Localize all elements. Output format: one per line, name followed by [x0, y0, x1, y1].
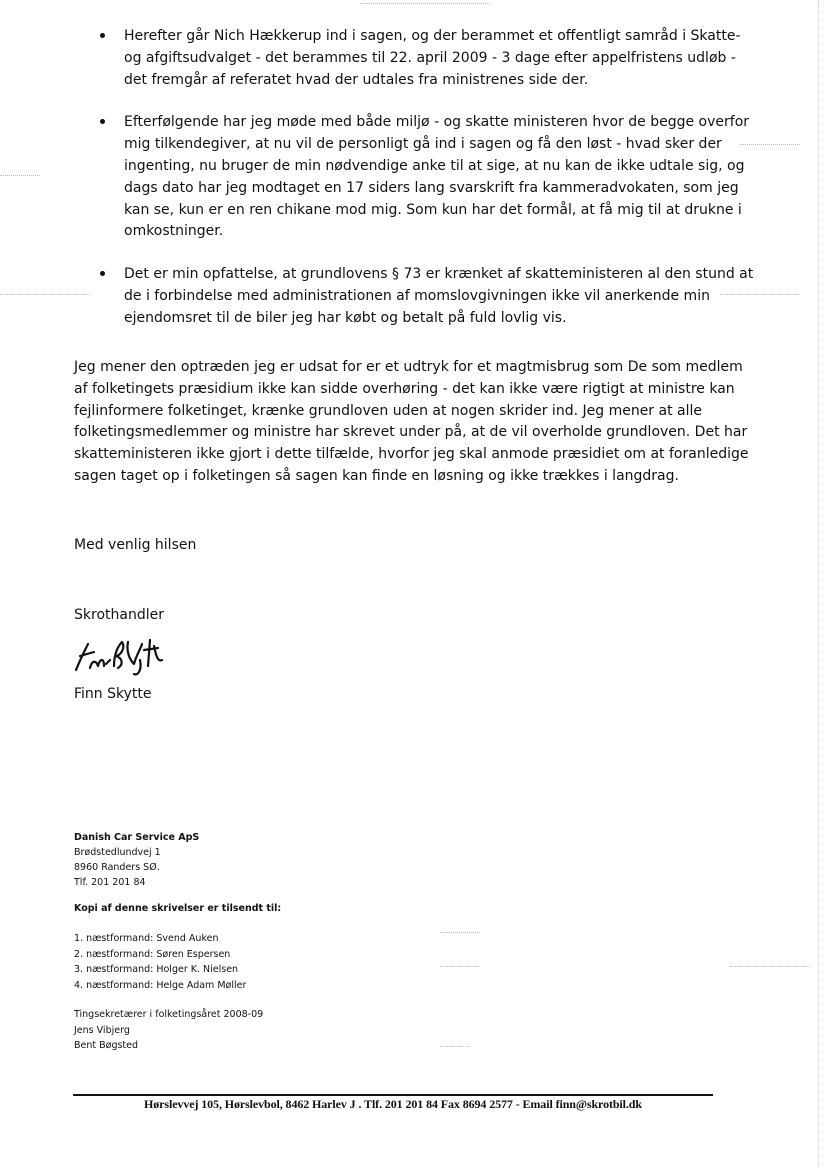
scan-artifact [440, 966, 480, 967]
company-phone: Tlf. 201 201 84 [74, 877, 146, 888]
secretaries-heading: Tingsekretærer i folketingsåret 2008-09 [74, 1009, 264, 1020]
list-item: 2. næstformand: Søren Espersen [74, 948, 231, 960]
copy-heading: Kopi af denne skrivelser er tilsendt til: [74, 903, 282, 914]
scan-artifact [440, 1046, 470, 1047]
closing-greeting: Med venlig hilsen [74, 537, 197, 553]
list-item: 1. næstformand: Svend Auken [74, 933, 219, 944]
company-city: 8960 Randers SØ. [74, 862, 160, 873]
company-address-block [74, 830, 199, 890]
company-street: Brødstedlundvej 1 [74, 847, 161, 858]
scan-artifact [730, 966, 810, 967]
footer-divider [73, 1094, 713, 1096]
list-item [94, 264, 754, 329]
bullet-text: Efterfølgende har jeg møde med både miljø - og skatte ministeren hvor de begge overfor mig tilkendegiver, at nu vil de personligt gå ind i sagen og få den løst - hvad sker der ingenting, nu bruger de min nødvendige anke til at sige, at nu kan de ikke udtale sig, og dags dato har jeg modtaget en 17 siders lang svarskrift fra kammeradvokaten, som jeg kan se, kun er en ren chikane mod mig. Som kun har det formål, at få mig til at drukne i omkostninger. [124, 114, 750, 240]
copy-recipient-list [74, 931, 246, 993]
sender-title: Skrothandler [74, 607, 164, 623]
scan-artifact [818, 0, 819, 1168]
list-item: Bent Bøgsted [74, 1040, 139, 1051]
bullet-text: Herefter går Nich Hækkerup ind i sagen, og der berammet et offentligt samråd i Skatte- og afgiftsudvalget - det berammes til 22. april 2009 - 3 dage efter appelfristens udløb - det fremgår af referatet hvad der udtales fra ministrenes side der. [124, 28, 741, 88]
bullet-list [94, 26, 754, 351]
body-paragraph: Jeg mener den optræden jeg er udsat for er et udtryk for et magtmisbrug som De som medlem af folketingets præsidium ikke kan sidde overhøring - det kan ikke være rigtigt at ministre kan fejlinformere folketinget, krænke grundloven uden at nogen skrider ind. Jeg mener at alle folketingsmedlemmer og ministre har skrevet under på, at de vil overholde grundloven. Det har skatteministeren ikke gjort i dette tilfælde, hvorfor jeg skal anmode præsidiet om at foranledige sagen taget op i folketingen så sagen kan finde en løsning og ikke trækkes i langdrag. [74, 359, 749, 484]
company-name: Danish Car Service ApS [74, 832, 200, 843]
bullet-icon [100, 119, 105, 124]
secretaries-block [74, 1007, 263, 1054]
signature-icon [70, 630, 170, 680]
list-item: 4. næstformand: Helge Adam Møller [74, 979, 247, 991]
list-item: 3. næstformand: Holger K. Nielsen [74, 964, 239, 975]
list-item [94, 112, 754, 243]
bullet-icon [100, 271, 105, 276]
scan-artifact [360, 3, 490, 4]
bullet-icon [100, 33, 105, 38]
footer-contact-line: Hørslevvej 105, Hørslevbol, 8462 Harlev J . Tlf. 201 201 84 Fax 8694 2577 - Email finn@skrotbil.dk [144, 1097, 642, 1111]
list-item: Jens Vibjerg [74, 1024, 130, 1036]
scan-artifact [440, 932, 480, 933]
scan-artifact [0, 175, 40, 176]
bullet-text: Det er min opfattelse, at grundlovens § 73 er krænket af skatteministeren al den stund at de i forbindelse med administrationen af momslovgivningen ikke vil anerkende min ejendomsret til de biler jeg har købt og betalt på fuld lovlig vis. [124, 266, 754, 326]
list-item [94, 26, 754, 91]
scan-artifact [0, 294, 90, 295]
sender-name: Finn Skytte [74, 686, 152, 702]
